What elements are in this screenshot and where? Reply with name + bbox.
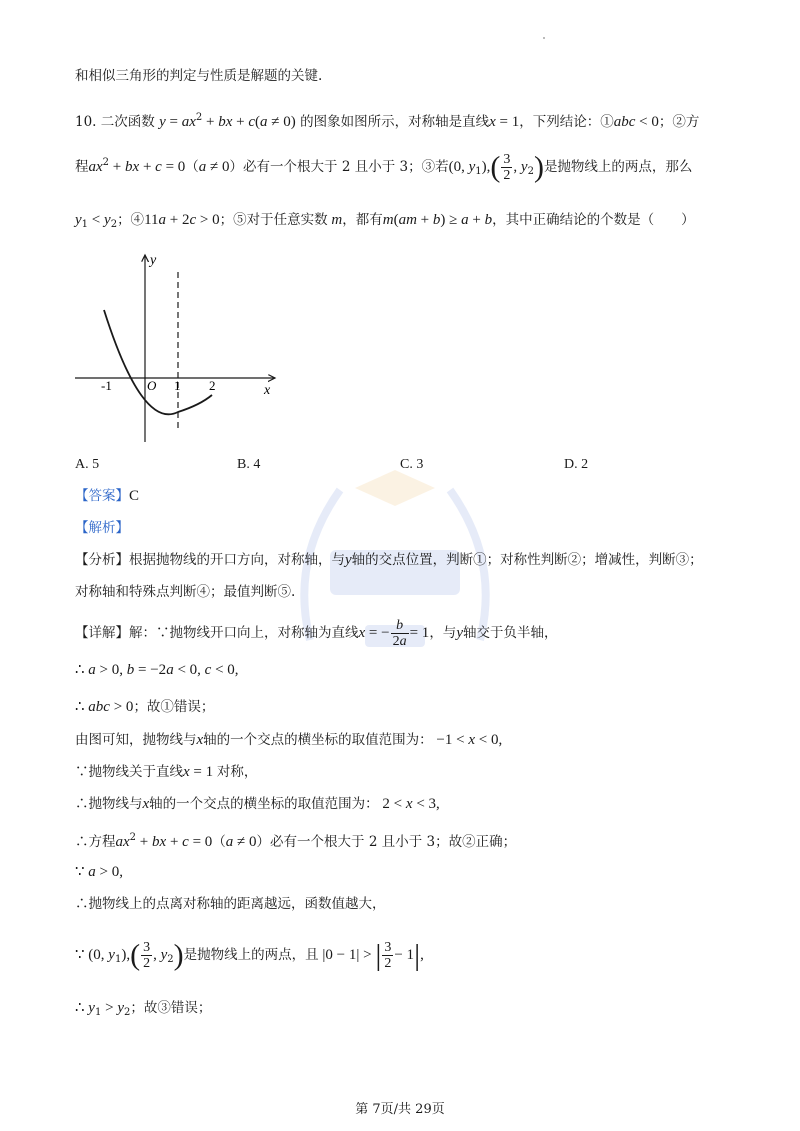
y-axis-label: y xyxy=(150,253,157,268)
xiangjie-text: 解：∵抛物线开口向上，对称轴为直线 xyxy=(129,625,359,641)
question-text: 是抛物线上的两点，那么 xyxy=(543,159,693,175)
option-d[interactable]: D. 2 xyxy=(564,457,589,472)
xiangjie-line-10: ∵ (0, $y_1$),( $\frac{3}{2}$ , $y_2$)是抛物线上的两点，且 |0 − 1| > | $\frac{3}{2}$ − 1|, xyxy=(75,938,424,972)
question-line-3: $y_1 < y_2$；④11a + 2c > 0；⑤对于任意实数 m，都有m(am + b) ≥ a + b，其中正确结论的个数是（ ） xyxy=(75,212,695,230)
fenxi-line-1: 【分析】根据抛物线的开口方向，对称轴，与y轴的交点位置，判断①；对称性判断②；增减性，判断③； xyxy=(75,552,703,568)
option-a[interactable]: A. 5 xyxy=(75,457,100,472)
xiangjie-text: 由图可知，抛物线与 xyxy=(75,732,197,748)
analysis-label: 【解析】 xyxy=(75,520,129,536)
question-text: 程 xyxy=(75,159,89,175)
fenxi-text: 轴的交点位置，判断①；对称性判断②；增减性，判断③； xyxy=(351,552,703,568)
xiangjie-text: ）必有一个根大于 2 且小于 3；故②正确； xyxy=(256,834,517,850)
scan-speck xyxy=(543,37,545,39)
xiangjie-text: ∴方程 xyxy=(75,834,116,850)
fenxi-label: 【分析】 xyxy=(75,552,129,568)
tick-label: 1 xyxy=(174,378,181,393)
option-b[interactable]: B. 4 xyxy=(237,457,261,472)
answer-line xyxy=(75,486,139,506)
question-text: 的图象如图所示，对称轴是直线 xyxy=(300,114,490,130)
question-text: ；④ xyxy=(117,212,145,228)
xiangjie-line-6: ∴抛物线与x轴的一个交点的横坐标的取值范围为： 2 < x < 3, xyxy=(75,796,440,812)
tick-label: 2 xyxy=(209,378,216,393)
page-footer: 第 7页/共 29页 xyxy=(355,1102,445,1117)
question-text: ，下列结论：① xyxy=(519,114,614,130)
xiangjie-text: 轴交于负半轴， xyxy=(462,625,558,641)
xiangjie-text: 是抛物线上的两点，且 xyxy=(183,947,319,963)
question-text: ；⑤对于任意实数 xyxy=(219,212,328,228)
xiangjie-text: ；故①错误； xyxy=(133,699,215,715)
intro-line: 和相似三角形的判定与性质是解题的关键. xyxy=(75,68,323,84)
parabola-graph xyxy=(70,250,290,450)
xiangjie-text: ∵抛物线关于直线 xyxy=(75,764,183,780)
question-text: ；②方 xyxy=(658,114,700,130)
parabola-curve xyxy=(104,310,212,414)
xiangjie-line-3: ∴ abc > 0；故①错误； xyxy=(75,699,215,715)
xiangjie-text: 对称， xyxy=(216,764,258,780)
xiangjie-line-7: ∴方程$ax^2$ + bx + c = 0（a ≠ 0）必有一个根大于 2 且小于 3；故②正确； xyxy=(75,832,517,850)
xiangjie-text: 轴的一个交点的横坐标的取值范围为： xyxy=(149,796,379,812)
xiangjie-line-5: ∵抛物线关于直线x = 1 对称， xyxy=(75,764,258,780)
xiangjie-text: 轴的一个交点的横坐标的取值范围为： xyxy=(203,732,433,748)
question-number: 10. xyxy=(75,114,97,130)
xiangjie-text: ；故③错误； xyxy=(130,1000,212,1016)
x-axis-label: x xyxy=(264,383,271,398)
xiangjie-line-11: ∴ $y_1 > y_2$；故③错误； xyxy=(75,1000,212,1018)
fenxi-line-2: 对称轴和特殊点判断④；最值判断⑤. xyxy=(75,584,296,600)
xiangjie-text: ∴抛物线与 xyxy=(75,796,143,812)
question-text: 二次函数 xyxy=(100,114,155,130)
tick-label: -1 xyxy=(101,378,112,393)
xiangjie-line-8: ∵ a > 0, xyxy=(75,864,124,880)
xiangjie-line-2: ∴ a > 0, b = −2a < 0, c < 0, xyxy=(75,662,239,678)
xiangjie-line-4: 由图可知，抛物线与x轴的一个交点的横坐标的取值范围为： −1 < x < 0, xyxy=(75,732,503,748)
fenxi-text: 根据抛物线的开口方向，对称轴，与 xyxy=(129,552,345,568)
question-line-2: 程$ax^2$ + bx + c = 0（a ≠ 0）必有一个根大于 2 且小于 3；③若(0, $y_1$),( $\frac{3}{2}$ , $y_2$)是抛物线上的两点，那么 xyxy=(75,150,693,184)
xiangjie-line-1: 【详解】解：∵抛物线开口向上，对称轴为直线x = − $\frac{b}{2a}$ = 1，与y轴交于负半轴， xyxy=(75,618,558,649)
question-text: ）必有一个根大于 2 且小于 3；③若 xyxy=(229,159,449,175)
option-c[interactable]: C. 3 xyxy=(400,457,424,472)
xiangjie-line-9: ∴抛物线上的点离对称轴的距离越远，函数值越大， xyxy=(75,896,386,912)
analysis-label-line xyxy=(75,518,129,538)
xiangjie-text: ，与 xyxy=(429,625,457,641)
xiangjie-label: 【详解】 xyxy=(75,625,129,641)
question-line-1: 10. 二次函数 $y = ax^2$ + bx + c(a ≠ 0) 的图象如图所示，对称轴是直线x = 1，下列结论：①abc < 0；②方 xyxy=(75,112,700,130)
origin-label: O xyxy=(147,378,157,393)
question-text: ，其中正确结论的个数是（ ） xyxy=(492,212,695,228)
question-text: ，都有 xyxy=(342,212,383,228)
answer-label: 【答案】 xyxy=(75,488,129,504)
answer-value: C xyxy=(129,488,140,504)
xiangjie-text: （ xyxy=(212,834,226,850)
question-text: （ xyxy=(185,159,199,175)
